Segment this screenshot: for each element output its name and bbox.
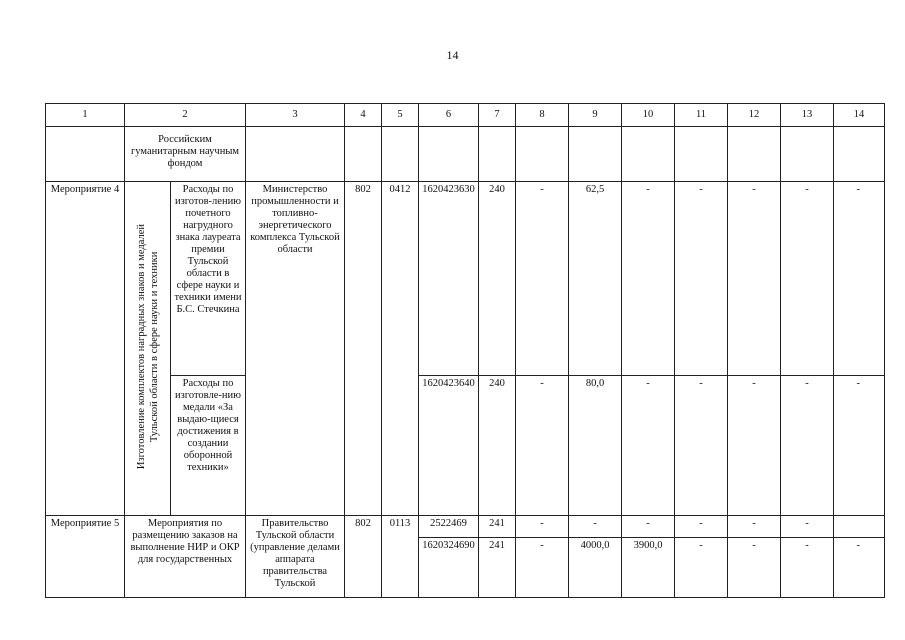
measure-4-sub1-desc: Расходы по изготов-лению почетного нагрудного знака лауреата премии Тульской области в сфере науки и техники имени Б.С. Стечкина xyxy=(171,182,246,376)
measure-5-r1-col14 xyxy=(834,516,885,538)
measure-4-executor: Министерство промышленности и топливно-энергетического комплекса Тульской области xyxy=(246,182,345,516)
header-cell: 9 xyxy=(569,104,622,127)
measure-5-r2-col8: - xyxy=(516,538,569,598)
measure-4-sub1-col13: - xyxy=(781,182,834,376)
page-number: 14 xyxy=(446,48,459,62)
measure-4-sub2-col8: - xyxy=(516,376,569,516)
program-table xyxy=(45,103,885,598)
measure-4-sub2-desc: Расходы по изготовле-нию медали «За выдаю-щиеся достижения в создании оборонной техники» xyxy=(171,376,246,516)
header-cell: 1 xyxy=(46,104,125,127)
measure-5-r1-col10: - xyxy=(622,516,675,538)
header-cell: 13 xyxy=(781,104,834,127)
header-cell: 10 xyxy=(622,104,675,127)
measure-5-r2-col11: - xyxy=(675,538,728,598)
measure-4-sub1-col14: - xyxy=(834,182,885,376)
measure-4-sub1-col6: 1620423630 xyxy=(419,182,479,376)
header-row xyxy=(46,104,885,127)
measure-4-sub2-col12: - xyxy=(728,376,781,516)
continued-text: Российским гуманитарным научным фондом xyxy=(125,127,246,182)
measure-5-row-1 xyxy=(46,516,885,538)
measure-4-sub2-col14: - xyxy=(834,376,885,516)
measure-4-row-1 xyxy=(46,182,885,376)
measure-5-r2-col7: 241 xyxy=(479,538,516,598)
measure-5-desc: Мероприятия по размещению заказов на выполнение НИР и ОКР для государственных xyxy=(125,516,246,598)
measure-4-sub1-col11: - xyxy=(675,182,728,376)
measure-4-sub1-col10: - xyxy=(622,182,675,376)
measure-4-sub2-col11: - xyxy=(675,376,728,516)
measure-4-title: Мероприятие 4 xyxy=(46,182,125,516)
measure-5-r2-col12: - xyxy=(728,538,781,598)
measure-4-sub2-col9: 80,0 xyxy=(569,376,622,516)
continuation-row xyxy=(46,127,885,182)
measure-5-r1-col9: - xyxy=(569,516,622,538)
measure-5-r1-col13: - xyxy=(781,516,834,538)
measure-5-col5: 0113 xyxy=(382,516,419,598)
header-cell: 3 xyxy=(246,104,345,127)
measure-5-executor: Правительство Тульской области (управление делами аппарата правительства Тульской xyxy=(246,516,345,598)
measure-5-r2-col10: 3900,0 xyxy=(622,538,675,598)
measure-4-sub2-col7: 240 xyxy=(479,376,516,516)
measure-5-r1-col8: - xyxy=(516,516,569,538)
measure-4-sub2-col13: - xyxy=(781,376,834,516)
header-cell: 12 xyxy=(728,104,781,127)
header-cell: 7 xyxy=(479,104,516,127)
header-cell: 5 xyxy=(382,104,419,127)
measure-4-vertical-label: Изготовление комплектов наградных знаков и медалей Тульской области в сфере науки и техники xyxy=(125,182,171,516)
measure-5-col4: 802 xyxy=(345,516,382,598)
measure-5-r2-col14: - xyxy=(834,538,885,598)
header-cell: 6 xyxy=(419,104,479,127)
measure-4-sub2-col6: 1620423640 xyxy=(419,376,479,516)
measure-4-sub1-col7: 240 xyxy=(479,182,516,376)
measure-4-sub1-col8: - xyxy=(516,182,569,376)
header-cell: 2 xyxy=(125,104,246,127)
measure-4-row-2 xyxy=(46,376,885,516)
measure-5-r2-col13: - xyxy=(781,538,834,598)
measure-5-title: Мероприятие 5 xyxy=(46,516,125,598)
measure-4-col5: 0412 xyxy=(382,182,419,516)
header-cell: 11 xyxy=(675,104,728,127)
measure-5-r2-col6: 1620324690 xyxy=(419,538,479,598)
measure-4-sub1-col12: - xyxy=(728,182,781,376)
measure-5-r1-col6: 2522469 xyxy=(419,516,479,538)
measure-5-r1-col7: 241 xyxy=(479,516,516,538)
measure-4-sub1-col9: 62,5 xyxy=(569,182,622,376)
measure-4-sub2-col10: - xyxy=(622,376,675,516)
measure-5-r1-col11: - xyxy=(675,516,728,538)
header-cell: 8 xyxy=(516,104,569,127)
measure-4-col4: 802 xyxy=(345,182,382,516)
header-cell: 14 xyxy=(834,104,885,127)
measure-5-r2-col9: 4000,0 xyxy=(569,538,622,598)
measure-5-r1-col12: - xyxy=(728,516,781,538)
header-cell: 4 xyxy=(345,104,382,127)
